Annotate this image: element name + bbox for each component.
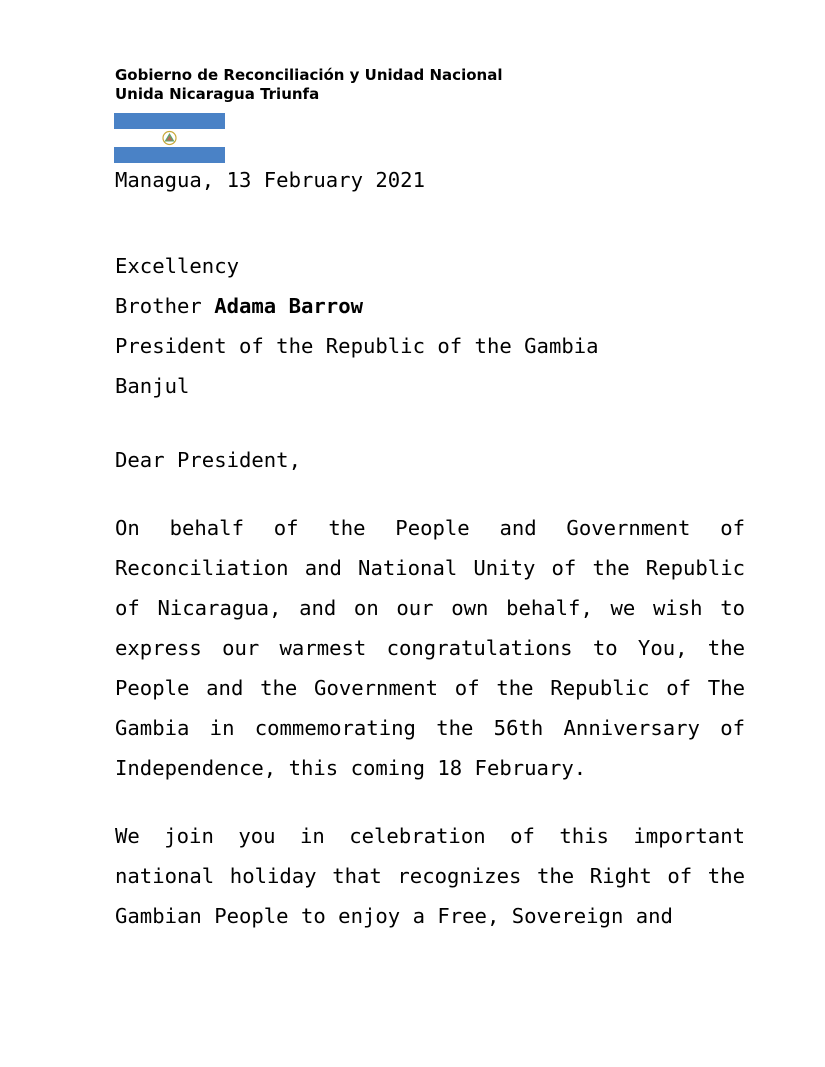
body-paragraph-2: We join you in celebration of this important national holiday that recognizes the Right of the Gambian People to enjoy a Free, Sovereign and — [115, 824, 745, 928]
salutation: Dear President, — [115, 448, 301, 472]
recipient-title: President of the Republic of the Gambia — [115, 334, 599, 358]
body-paragraph-1: On behalf of the People and Government of Reconciliation and National Unity of the Republic of Nicaragua, and on our own behalf, we wish to express our warmest congratulations to You, the People and the Government of the Republic of The Gambia in commemorating the 56th Anniversary of Independence, this coming 18 February. — [115, 516, 745, 780]
recipient-address — [115, 246, 599, 406]
recipient-city: Banjul — [115, 374, 190, 398]
recipient-name: Adama Barrow — [214, 294, 363, 318]
letterhead-slogan: Unida Nicaragua Triunfa — [115, 85, 320, 103]
letter-date: Managua, 13 February 2021 — [115, 168, 425, 192]
letterhead — [115, 66, 502, 104]
letterhead-government-name: Gobierno de Reconciliación y Unidad Nacional — [115, 66, 503, 84]
recipient-prefix: Brother — [115, 294, 215, 318]
recipient-name-line — [115, 286, 599, 326]
nicaragua-flag-icon — [114, 113, 225, 163]
recipient-honorific: Excellency — [115, 254, 239, 278]
